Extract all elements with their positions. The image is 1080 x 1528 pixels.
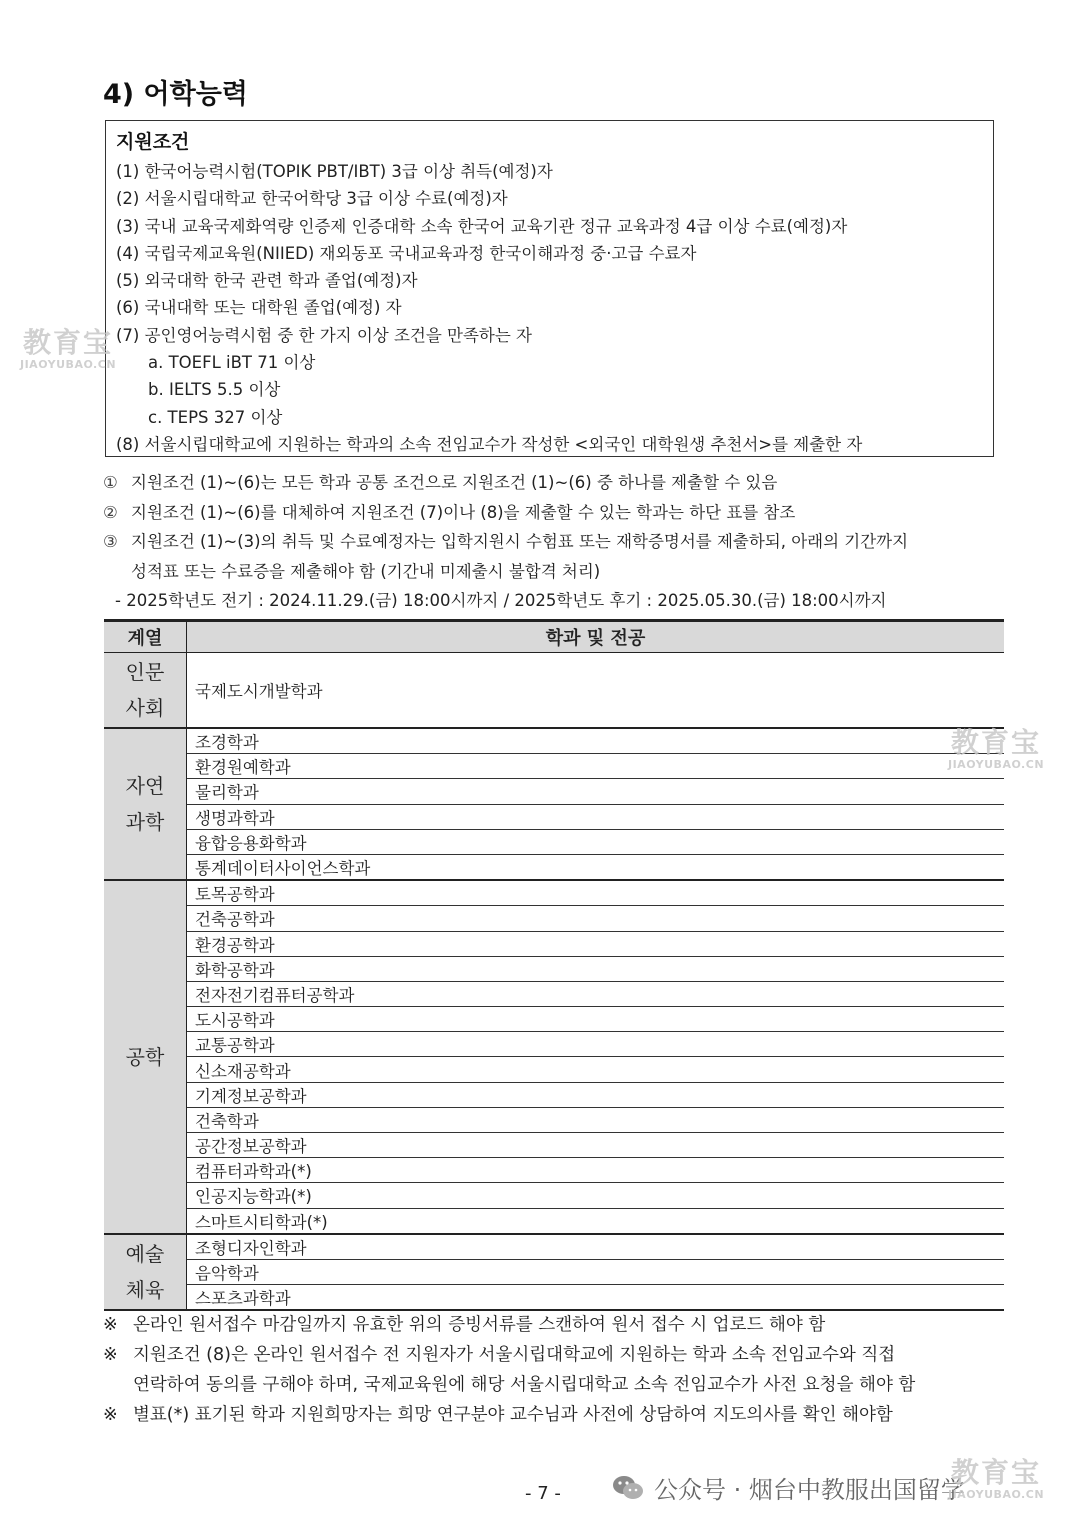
watermark-logo-text: 教育宝 xyxy=(23,326,114,359)
note-2 xyxy=(103,498,1003,528)
category-arts xyxy=(104,1234,187,1311)
note-3 xyxy=(103,527,1003,557)
dept-cell: 인공지능학과(*) xyxy=(187,1183,1005,1208)
table-header-dept: 학과 및 전공 xyxy=(187,621,1005,653)
footnote-text: 온라인 원서접수 마감일까지 유효한 위의 증빙서류를 스캔하여 원서 접수 시 업로드 해야 함 xyxy=(133,1315,826,1335)
note-marker: ③ xyxy=(103,532,118,551)
wechat-attribution xyxy=(612,1470,965,1505)
dept-cell: 기계정보공학과 xyxy=(187,1082,1005,1107)
notes xyxy=(103,468,1003,616)
footnote-1 xyxy=(103,1310,1003,1340)
section-title: 4) 어학능력 xyxy=(103,79,248,110)
dept-cell: 건축공학과 xyxy=(187,906,1005,931)
page-number: - 7 - xyxy=(525,1483,561,1504)
category-label: 공학 xyxy=(125,1044,165,1069)
condition-item-2: (2) 서울시립대학교 한국어학당 3급 이상 수료(예정)자 xyxy=(116,189,508,209)
category-label: 자연 과학 xyxy=(125,774,165,835)
footnote-2 xyxy=(103,1340,1003,1370)
dept-cell: 융합응용화학과 xyxy=(187,829,1005,854)
watermark xyxy=(948,728,1044,771)
note-marker: ② xyxy=(103,502,118,522)
condition-sub-c: c. TEPS 327 이상 xyxy=(148,407,283,427)
note-text: 지원조건 (1)~(6)를 대체하여 지원조건 (7)이나 (8)을 제출할 수 있는 학과는 하단 표를 참조 xyxy=(131,502,796,522)
deadline-line: - 2025학년도 전기 : 2024.11.29.(금) 18:00시까지 / 2025학년도 후기 : 2025.05.30.(금) 18:00시까지 xyxy=(115,591,887,610)
dept-cell: 토목공학과 xyxy=(187,880,1005,906)
note-1 xyxy=(103,468,1003,498)
note-marker: ① xyxy=(103,473,118,492)
watermark-logo-text: 教育宝 xyxy=(951,726,1042,759)
reference-mark: ※ xyxy=(103,1405,118,1425)
footnote-3 xyxy=(103,1400,1003,1430)
condition-item-5: (5) 외국대학 한국 관련 학과 졸업(예정)자 xyxy=(116,271,418,291)
watermark-url: JIAOYUBAO.CN xyxy=(20,358,117,371)
dept-cell: 교통공학과 xyxy=(187,1032,1005,1057)
watermark xyxy=(20,328,116,371)
watermark-url: JIAOYUBAO.CN xyxy=(948,1488,1045,1501)
condition-item-3: (3) 국내 교육국제화역량 인증제 인증대학 소속 한국어 교육기관 정규 교육과정 4급 이상 수료(예정)자 xyxy=(116,216,848,236)
watermark-logo-text: 教育宝 xyxy=(951,1456,1042,1489)
dept-cell: 조형디자인학과 xyxy=(187,1234,1005,1260)
dept-cell: 환경공학과 xyxy=(187,931,1005,956)
condition-item-8: (8) 서울시립대학교에 지원하는 학과의 소속 전임교수가 작성한 <외국인 대학원생 추천서>를 제출한 자 xyxy=(116,434,863,454)
wechat-text: 公众号 · 烟台中教服出国留学 xyxy=(654,1476,965,1504)
dept-cell: 도시공학과 xyxy=(187,1007,1005,1032)
dept-cell: 화학공학과 xyxy=(187,956,1005,981)
watermark-url: JIAOYUBAO.CN xyxy=(948,758,1045,771)
conditions-title: 지원조건 xyxy=(116,131,190,153)
dept-cell: 생명과학과 xyxy=(187,804,1005,829)
condition-sub-b: b. IELTS 5.5 이상 xyxy=(148,380,281,400)
dept-cell: 조경학과 xyxy=(187,728,1005,754)
reference-mark: ※ xyxy=(103,1345,118,1365)
condition-item-4: (4) 국립국제교육원(NIIED) 재외동포 국내교육과정 한국이해과정 중·고급 수료자 xyxy=(116,243,697,263)
dept-cell: 국제도시개발학과 xyxy=(187,653,1005,729)
dept-cell: 컴퓨터과학과(*) xyxy=(187,1158,1005,1183)
category-engineering xyxy=(104,880,187,1234)
category-label: 인문 사회 xyxy=(125,660,165,720)
wechat-icon xyxy=(612,1474,644,1502)
department-table xyxy=(104,619,1004,1311)
dept-cell: 음악학과 xyxy=(187,1259,1005,1284)
dept-cell: 신소재공학과 xyxy=(187,1057,1005,1082)
condition-item-1: (1) 한국어능력시험(TOPIK PBT/IBT) 3급 이상 취득(예정)자 xyxy=(116,162,553,181)
dept-cell: 스포츠과학과 xyxy=(187,1285,1005,1311)
footnote-text: 별표(*) 표기된 학과 지원희망자는 희망 연구분야 교수님과 사전에 상담하여 지도의사를 확인 해야함 xyxy=(133,1405,893,1425)
footnotes xyxy=(103,1310,1003,1430)
conditions-box xyxy=(105,120,994,457)
category-label: 예술 체육 xyxy=(125,1242,165,1303)
dept-cell: 공간정보공학과 xyxy=(187,1133,1005,1158)
footnote-2-cont: 연락하여 동의를 구해야 하며, 국제교육원에 해당 서울시립대학교 소속 전임교수가 사전 요청을 해야 함 xyxy=(133,1375,916,1395)
dept-cell: 환경원예학과 xyxy=(187,754,1005,779)
dept-cell: 건축학과 xyxy=(187,1107,1005,1132)
condition-item-6: (6) 국내대학 또는 대학원 졸업(예정) 자 xyxy=(116,298,402,318)
note-text: 지원조건 (1)~(3)의 취득 및 수료예정자는 입학지원시 수험표 또는 재학증명서를 제출하되, 아래의 기간까지 xyxy=(131,532,909,551)
note-3-cont: 성적표 또는 수료증을 제출해야 함 (기간내 미제출시 불합격 처리) xyxy=(131,561,601,581)
condition-item-7: (7) 공인영어능력시험 중 한 가지 이상 조건을 만족하는 자 xyxy=(116,325,532,345)
dept-cell: 물리학과 xyxy=(187,779,1005,804)
note-text: 지원조건 (1)~(6)는 모든 학과 공통 조건으로 지원조건 (1)~(6) 중 하나를 제출할 수 있음 xyxy=(131,473,778,492)
dept-cell: 통계데이터사이언스학과 xyxy=(187,854,1005,880)
footnote-text: 지원조건 (8)은 온라인 원서접수 전 지원자가 서울시립대학교에 지원하는 학과 소속 전임교수와 직접 xyxy=(133,1345,896,1365)
condition-sub-a: a. TOEFL iBT 71 이상 xyxy=(148,353,316,373)
watermark xyxy=(948,1458,1044,1501)
dept-cell: 전자전기컴퓨터공학과 xyxy=(187,981,1005,1006)
reference-mark: ※ xyxy=(103,1315,118,1335)
category-science xyxy=(104,728,187,880)
category-humanities xyxy=(104,653,187,729)
dept-cell: 스마트시티학과(*) xyxy=(187,1208,1005,1234)
table-header-field: 계열 xyxy=(104,621,187,653)
